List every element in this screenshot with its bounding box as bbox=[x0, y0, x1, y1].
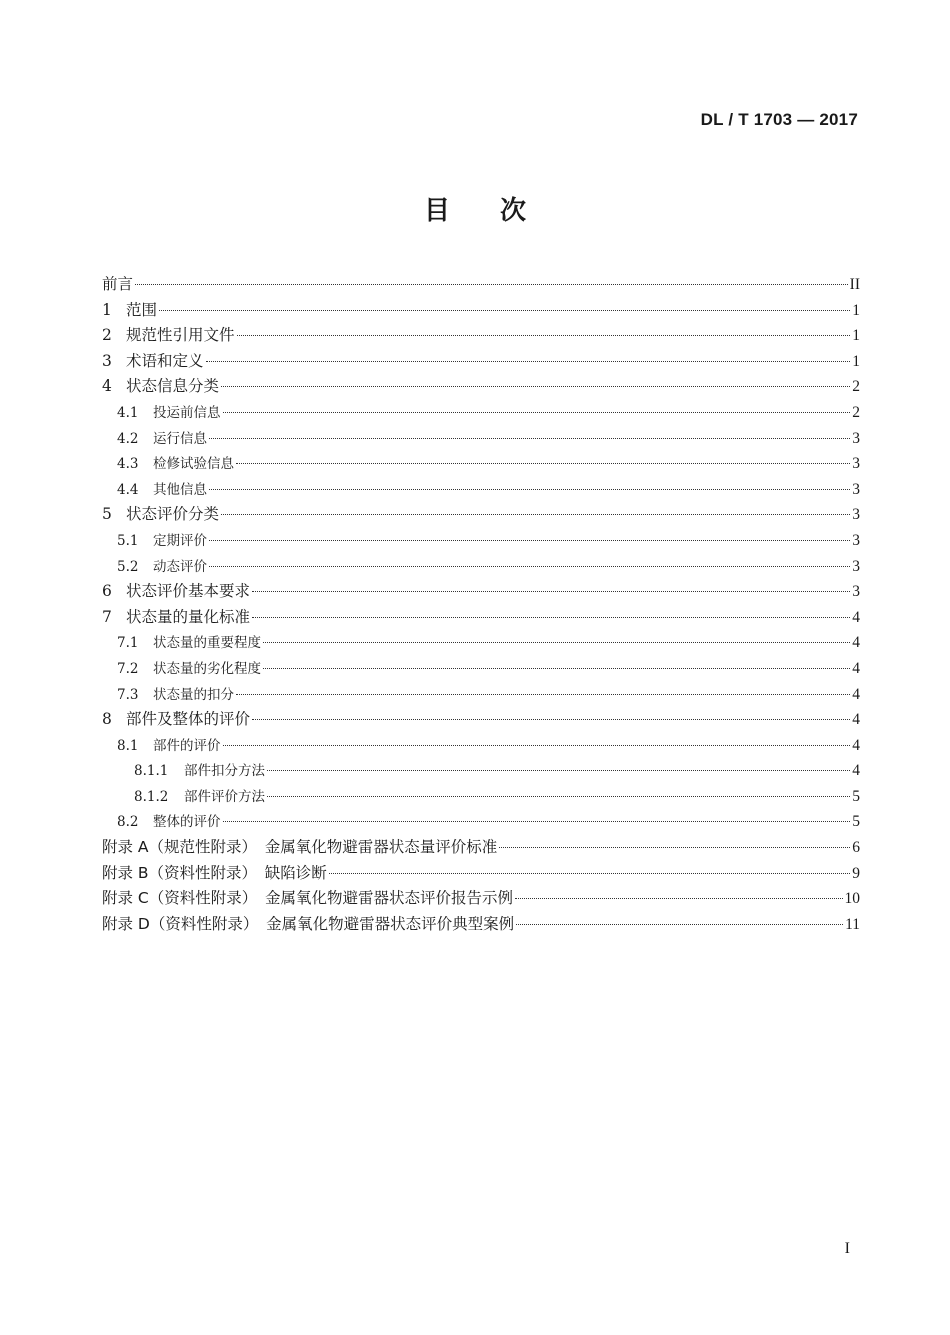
toc-leader-dots bbox=[209, 489, 850, 490]
toc-entry[interactable] bbox=[102, 477, 860, 503]
toc-entry-label: 部件的评价 bbox=[153, 737, 221, 754]
toc-entry-page: 2 bbox=[852, 403, 860, 421]
toc-entry[interactable] bbox=[102, 272, 860, 298]
toc-entry-number: 5 bbox=[102, 505, 112, 524]
toc-leader-dots bbox=[236, 463, 850, 464]
toc-leader-dots bbox=[252, 719, 850, 720]
toc-entry-label: 范围 bbox=[126, 300, 158, 319]
toc-entry-label: 整体的评价 bbox=[153, 814, 221, 831]
toc-leader-dots bbox=[329, 873, 850, 874]
toc-leader-dots bbox=[236, 694, 850, 695]
toc-entry-label: 动态评价 bbox=[153, 558, 207, 575]
toc-leader-dots bbox=[209, 438, 850, 439]
toc-entry[interactable] bbox=[102, 554, 860, 580]
toc-entry-label: 定期评价 bbox=[153, 532, 207, 549]
toc-entry-page: 4 bbox=[852, 659, 860, 677]
toc-entry[interactable] bbox=[102, 605, 860, 631]
toc-entry-number: 1 bbox=[102, 300, 112, 319]
toc-entry[interactable] bbox=[102, 451, 860, 477]
toc-leader-dots bbox=[135, 284, 848, 285]
toc-entry-page: 3 bbox=[852, 506, 860, 524]
toc-entry-label: 投运前信息 bbox=[153, 404, 221, 421]
toc-entry[interactable] bbox=[102, 886, 860, 912]
toc-entry[interactable] bbox=[102, 323, 860, 349]
toc-entry-page: 1 bbox=[852, 301, 860, 319]
toc-entry-label: 状态量的重要程度 bbox=[153, 635, 261, 652]
toc-entry-label: 状态量的量化标准 bbox=[126, 607, 251, 626]
toc-entry[interactable] bbox=[102, 400, 860, 426]
toc-entry-number: 7 bbox=[102, 607, 112, 626]
toc-entry-page: 4 bbox=[852, 762, 860, 780]
toc-entry-number: 3 bbox=[102, 351, 112, 370]
toc-entry[interactable] bbox=[102, 502, 860, 528]
toc-entry-label: 检修试验信息 bbox=[153, 456, 234, 473]
toc-entry-number: 4.2 bbox=[117, 430, 139, 447]
toc-entry[interactable] bbox=[102, 682, 860, 708]
toc-leader-dots bbox=[221, 514, 850, 515]
toc-entry[interactable] bbox=[102, 733, 860, 759]
toc-entry-number: 8.1.2 bbox=[134, 788, 169, 805]
toc-entry-number: 4 bbox=[102, 377, 112, 396]
toc-entry-label: 前言 bbox=[102, 275, 134, 293]
toc-entry[interactable] bbox=[102, 349, 860, 375]
toc-entry[interactable] bbox=[102, 426, 860, 452]
toc-entry-number: 5.1 bbox=[117, 532, 139, 549]
toc-leader-dots bbox=[263, 642, 850, 643]
toc-leader-dots bbox=[223, 821, 851, 822]
toc-entry-number: 7.3 bbox=[117, 686, 139, 703]
toc-entry-page: 4 bbox=[852, 608, 860, 626]
toc-entry-page: 1 bbox=[852, 352, 860, 370]
toc-leader-dots bbox=[516, 924, 843, 925]
toc-entry-page: 3 bbox=[852, 557, 860, 575]
toc-entry[interactable] bbox=[102, 861, 860, 887]
toc-entry-page: II bbox=[849, 276, 860, 293]
toc-entry-page: 5 bbox=[852, 813, 860, 831]
toc-entry[interactable] bbox=[102, 809, 860, 835]
toc-entry-page: 3 bbox=[852, 429, 860, 447]
toc-entry-number: 4.4 bbox=[117, 481, 139, 498]
toc-entry-page: 4 bbox=[852, 685, 860, 703]
toc-entry-label: 部件扣分方法 bbox=[184, 763, 265, 780]
toc-entry-label: 运行信息 bbox=[153, 430, 207, 447]
toc-entry-label: 规范性引用文件 bbox=[126, 326, 235, 345]
toc-entry-label: 状态量的扣分 bbox=[153, 686, 234, 703]
toc-entry-page: 3 bbox=[852, 480, 860, 498]
toc-entry-label: 其他信息 bbox=[153, 481, 207, 498]
toc-leader-dots bbox=[499, 847, 850, 848]
toc-entry-label: 状态量的劣化程度 bbox=[153, 660, 261, 677]
toc-entry[interactable] bbox=[102, 579, 860, 605]
toc-entry-page: 4 bbox=[852, 711, 860, 729]
toc-entry-page: 9 bbox=[852, 864, 860, 882]
toc-leader-dots bbox=[209, 566, 850, 567]
page-title: 目次 bbox=[423, 196, 576, 226]
toc-entry[interactable] bbox=[102, 656, 860, 682]
toc-entry[interactable] bbox=[102, 630, 860, 656]
toc-entry-page: 4 bbox=[852, 736, 860, 754]
toc-entry-page: 3 bbox=[852, 531, 860, 549]
toc-entry-number: 8.1.1 bbox=[134, 763, 169, 780]
toc-entry[interactable] bbox=[102, 784, 860, 810]
toc-entry-number: 6 bbox=[102, 582, 112, 601]
toc-entry[interactable] bbox=[102, 528, 860, 554]
toc-entry-number: 2 bbox=[102, 326, 112, 345]
toc-leader-dots bbox=[267, 770, 850, 771]
toc-entry-number: 8.2 bbox=[117, 814, 139, 831]
toc-entry-label: 附录 C（资料性附录） 金属氧化物避雷器状态评价报告示例 bbox=[102, 889, 514, 908]
toc-entry[interactable] bbox=[102, 835, 860, 861]
toc-entry-label: 部件及整体的评价 bbox=[126, 710, 251, 729]
toc-entry-label: 附录 D（资料性附录） 金属氧化物避雷器状态评价典型案例 bbox=[102, 914, 515, 933]
standard-code: DL / T 1703 — 2017 bbox=[700, 110, 858, 129]
toc-leader-dots bbox=[221, 386, 850, 387]
toc-entry-page: 1 bbox=[852, 327, 860, 345]
toc-leader-dots bbox=[267, 796, 850, 797]
toc-entry[interactable] bbox=[102, 912, 860, 938]
toc-entry-page: 6 bbox=[852, 839, 860, 857]
toc-leader-dots bbox=[252, 617, 850, 618]
toc-entry-number: 4.3 bbox=[117, 456, 139, 473]
toc-entry-page: 4 bbox=[852, 634, 860, 652]
toc-entry-label: 状态评价基本要求 bbox=[126, 582, 251, 601]
toc-entry-label: 附录 B（资料性附录） 缺陷诊断 bbox=[102, 863, 327, 882]
toc-entry[interactable] bbox=[102, 758, 860, 784]
toc-entry-number: 8.1 bbox=[117, 737, 139, 754]
toc-leader-dots bbox=[237, 335, 850, 336]
toc-entry[interactable] bbox=[102, 374, 860, 400]
toc-entry-label: 附录 A（规范性附录） 金属氧化物避雷器状态量评价标准 bbox=[102, 838, 498, 857]
page-number: I bbox=[844, 1240, 850, 1257]
toc-entry[interactable] bbox=[102, 707, 860, 733]
table-of-contents bbox=[102, 272, 860, 937]
toc-entry-page: 3 bbox=[852, 455, 860, 473]
toc-leader-dots bbox=[252, 591, 850, 592]
toc-entry-page: 5 bbox=[852, 787, 860, 805]
toc-entry-label: 术语和定义 bbox=[126, 351, 204, 370]
toc-entry-label: 状态评价分类 bbox=[126, 505, 220, 524]
toc-entry-page: 10 bbox=[844, 890, 860, 908]
toc-leader-dots bbox=[209, 540, 850, 541]
toc-leader-dots bbox=[263, 668, 850, 669]
toc-leader-dots bbox=[223, 745, 851, 746]
toc-entry-number: 8 bbox=[102, 710, 112, 729]
toc-entry-label: 状态信息分类 bbox=[126, 377, 220, 396]
toc-leader-dots bbox=[515, 898, 842, 899]
toc-entry-number: 5.2 bbox=[117, 558, 139, 575]
toc-entry-number: 7.2 bbox=[117, 660, 139, 677]
toc-entry-number: 4.1 bbox=[117, 404, 139, 421]
toc-leader-dots bbox=[159, 310, 850, 311]
toc-entry-label: 部件评价方法 bbox=[184, 788, 265, 805]
toc-leader-dots bbox=[223, 412, 851, 413]
toc-entry-page: 11 bbox=[845, 915, 860, 933]
toc-entry-page: 3 bbox=[852, 583, 860, 601]
toc-leader-dots bbox=[206, 361, 850, 362]
toc-entry-number: 7.1 bbox=[117, 635, 139, 652]
toc-entry-page: 2 bbox=[852, 378, 860, 396]
toc-entry[interactable] bbox=[102, 298, 860, 324]
